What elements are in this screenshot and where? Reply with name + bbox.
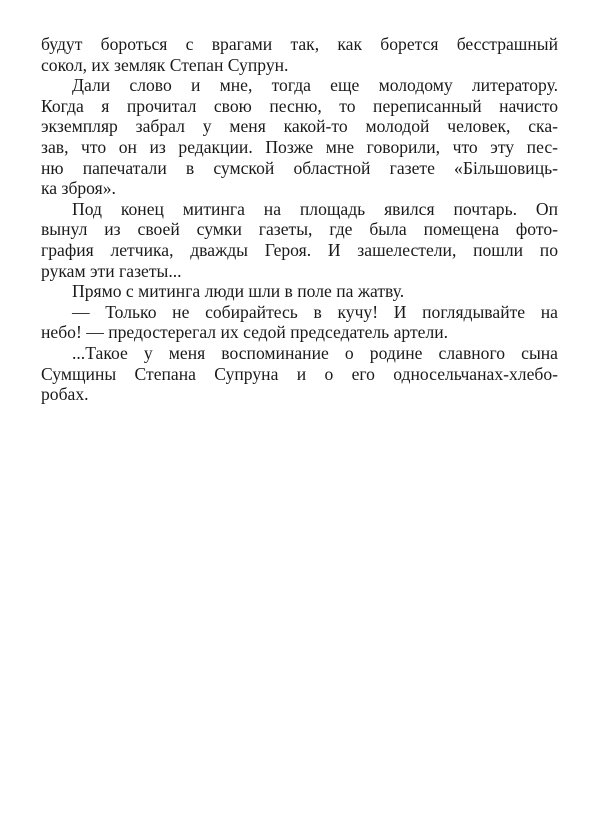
- text-line: — Только не собирайтесь в кучу! И поглядывайте на: [72, 301, 558, 322]
- text-line: ка зброя».: [41, 178, 116, 199]
- paragraph: [41, 34, 558, 75]
- paragraph: [41, 199, 558, 281]
- text-line: вынул из своей сумки газеты, где была помещена фото-: [41, 219, 558, 240]
- text-line: будут бороться с врагами так, как борется бесстрашный: [41, 34, 558, 54]
- paragraph: [41, 281, 558, 302]
- paragraph: [41, 75, 558, 199]
- text-line: Сумщины Степана Супруна и о его односельчанах-хлебо-: [41, 363, 558, 384]
- paragraph: [41, 302, 558, 343]
- text-line: экземпляр забрал у меня какой-то молодой человек, ска-: [41, 116, 558, 137]
- text-line: рукам эти газеты...: [41, 260, 182, 281]
- document-page: [41, 34, 558, 405]
- text-line: небо! — предостерегал их седой председатель артели.: [41, 322, 449, 343]
- paragraph: [41, 343, 558, 405]
- text-line: Дали слово и мне, тогда еще молодому литератору.: [72, 75, 558, 96]
- text-line: ...Такое у меня воспоминание о родине славного сына: [72, 342, 558, 363]
- text-line: Прямо с митинга люди шли в поле па жатву.: [72, 281, 405, 302]
- text-line: робах.: [41, 384, 89, 405]
- text-line: Когда я прочитал свою песню, то переписанный начисто: [41, 95, 558, 116]
- text-line: графия летчика, дважды Героя. И зашелестели, пошли по: [41, 239, 558, 260]
- text-line: сокол, их земляк Степан Супрун.: [41, 54, 289, 75]
- text-line: Под конец митинга на площадь явился почтарь. Оп: [72, 198, 558, 219]
- text-line: зав, что он из редакции. Позже мне говорили, что эту пес-: [41, 136, 558, 157]
- text-line: ню папечатали в сумской областной газете «Більшовиць-: [41, 157, 558, 178]
